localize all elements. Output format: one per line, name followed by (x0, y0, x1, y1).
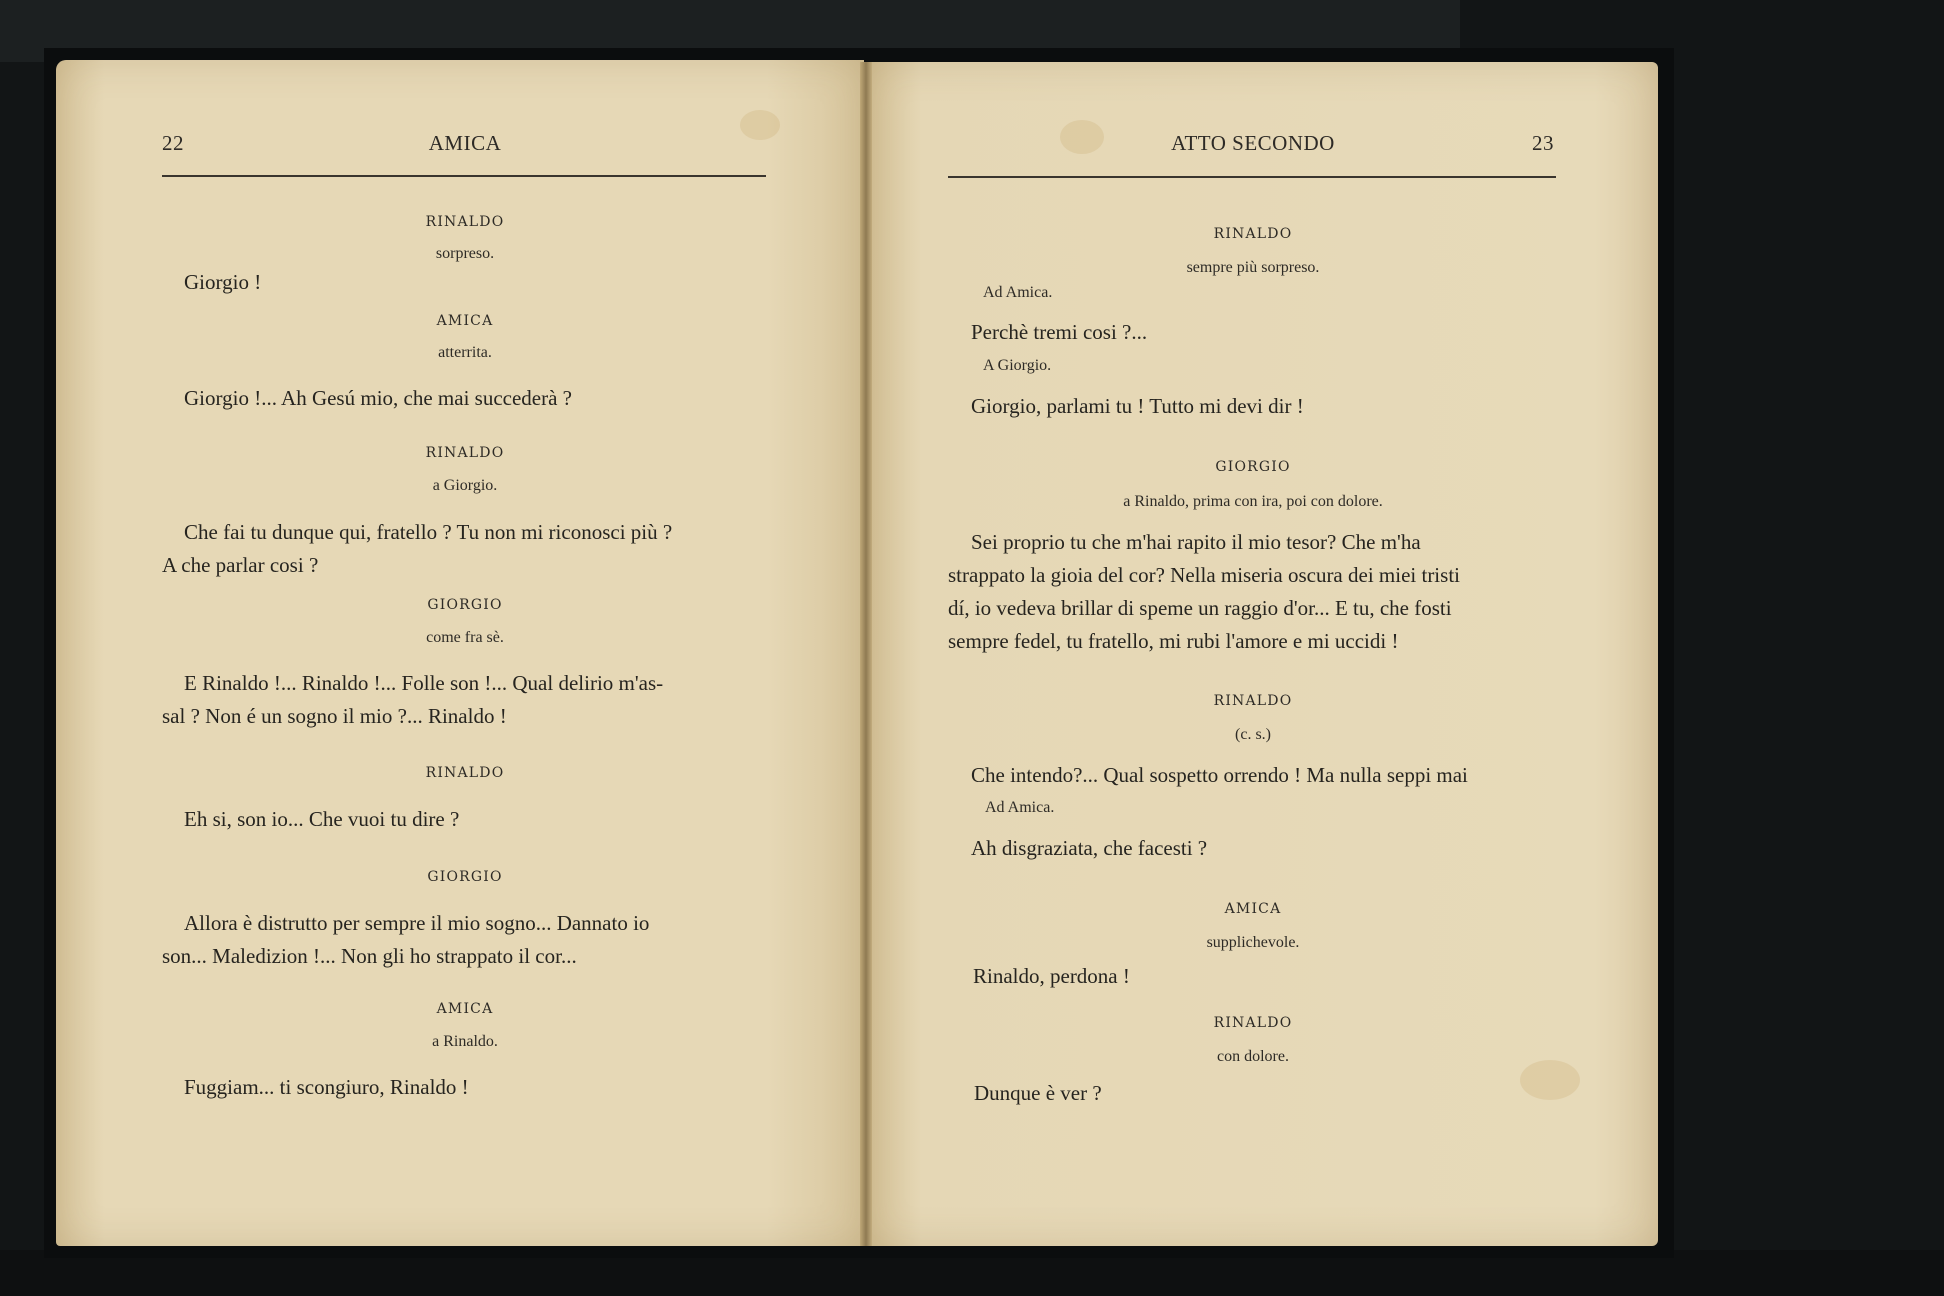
dialogue-line: strappato la gioia del cor? Nella miseria oscura dei miei tristi (948, 563, 1460, 587)
dialogue-line: Fuggiam... ti scongiuro, Rinaldo ! (184, 1075, 469, 1099)
dialogue-line: Allora è distrutto per sempre il mio sogno... Dannato io (184, 911, 650, 935)
speaker-label: RINALDO (1213, 693, 1293, 709)
header-rule-left (162, 175, 766, 177)
dialogue-line: Eh si, son io... Che vuoi tu dire ? (184, 807, 460, 831)
dialogue-line: Perchè tremi cosi ?... (971, 320, 1148, 344)
dialogue-line: Giorgio ! (184, 270, 262, 294)
dialogue-line: Rinaldo, perdona ! (973, 964, 1130, 988)
speaker-label: RINALDO (425, 765, 505, 781)
stage-aside: A Giorgio. (983, 357, 1052, 374)
speaker-label: RINALDO (425, 214, 505, 230)
stage-direction: sorpreso. (435, 245, 495, 262)
dialogue-line: sal ? Non é un sogno il mio ?... Rinaldo ! (162, 704, 507, 728)
speaker-label: AMICA (436, 313, 494, 329)
dialogue-line: Giorgio !... Ah Gesú mio, che mai succederà ? (184, 386, 572, 410)
stage-direction: a Rinaldo. (432, 1033, 498, 1050)
stage-direction: a Rinaldo, prima con ira, poi con dolore. (1123, 493, 1383, 510)
running-head-right: ATTO SECONDO (1171, 131, 1335, 155)
speaker-label: AMICA (1224, 901, 1282, 917)
dialogue-line: Che intendo?... Qual sospetto orrendo ! Ma nulla seppi mai (971, 763, 1468, 787)
paper-stain (1060, 120, 1104, 154)
dialogue-line: Giorgio, parlami tu ! Tutto mi devi dir ! (971, 394, 1304, 418)
speaker-label: GIORGIO (427, 869, 503, 885)
stage-direction: sempre più sorpreso. (1186, 259, 1320, 276)
dialogue-line: son... Maledizion !... Non gli ho strappato il cor... (162, 944, 577, 968)
dialogue-line: sempre fedel, tu fratello, mi rubi l'amore e mi uccidi ! (948, 629, 1399, 653)
paper-stain (740, 110, 780, 140)
dialogue-line: Dunque è ver ? (974, 1081, 1102, 1105)
stage-direction: atterrita. (438, 344, 492, 361)
stage-aside: Ad Amica. (985, 799, 1055, 816)
dialogue-line: Ah disgraziata, che facesti ? (971, 836, 1208, 860)
left-page (56, 60, 864, 1246)
stage-direction: (c. s.) (1235, 726, 1271, 743)
speaker-label: GIORGIO (1215, 459, 1291, 475)
dialogue-line: Sei proprio tu che m'hai rapito il mio tesor? Che m'ha (971, 530, 1421, 554)
speaker-label: GIORGIO (427, 597, 503, 613)
book-gutter (860, 62, 872, 1246)
dialogue-line: Che fai tu dunque qui, fratello ? Tu non mi riconosci più ? (184, 520, 673, 544)
speaker-label: RINALDO (1213, 1015, 1293, 1031)
speaker-label: AMICA (436, 1001, 494, 1017)
dialogue-line: A che parlar cosi ? (162, 553, 319, 577)
stage-direction: supplichevole. (1206, 934, 1300, 951)
page-number-left: 22 (162, 131, 184, 155)
stage-direction: a Giorgio. (432, 477, 498, 494)
stage-aside: Ad Amica. (983, 284, 1053, 301)
stage-direction: con dolore. (1217, 1048, 1289, 1065)
speaker-label: RINALDO (1213, 226, 1293, 242)
paper-stain (1520, 1060, 1580, 1100)
speaker-label: RINALDO (425, 445, 505, 461)
dialogue-line: E Rinaldo !... Rinaldo !... Folle son !... Qual delirio m'as- (184, 671, 664, 695)
page-number-right: 23 (1532, 131, 1554, 155)
dialogue-line: dí, io vedeva brillar di speme un raggio d'or... E tu, che fosti (948, 596, 1452, 620)
running-head-left: AMICA (428, 131, 502, 155)
header-rule-right (948, 176, 1556, 178)
stage-direction: come fra sè. (426, 629, 504, 646)
